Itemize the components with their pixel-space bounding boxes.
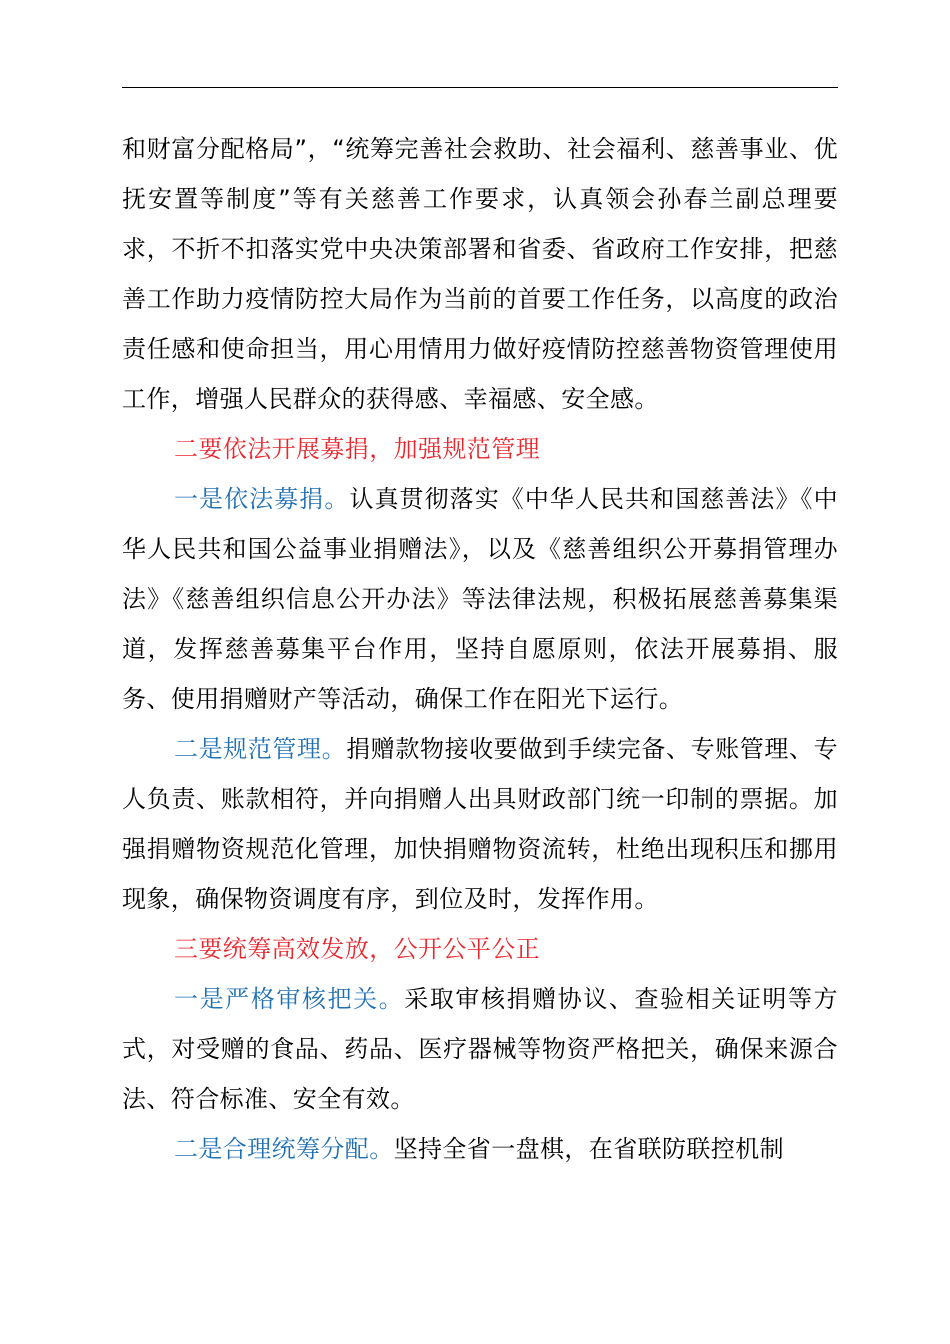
paragraph-text: 坚持全省一盘棋，在省联防联控机制	[393, 1135, 785, 1163]
paragraph-text: 认真贯彻落实《中华人民共和国慈善法》《中华人民共和国公益事业捐赠法》，以及《慈善组织公开募捐管理办法》《慈善组织信息公开办法》等法律法规，积极拓展慈善募集渠道，发挥慈善募集平台作用，坚持自愿原则，依法开展募捐、服务、使用捐赠财产等活动，确保工作在阳光下运行。	[122, 485, 838, 713]
paragraph-lawful-fundraising	[122, 474, 838, 724]
paragraph-lead: 二是合理统筹分配。	[174, 1135, 394, 1163]
header-rule	[122, 87, 838, 88]
paragraph-text: 捐赠款物接收要做到手续完备、专账管理、专人负责、账款相符，并向捐赠人出具财政部门统一印制的票据。加强捐赠物资规范化管理，加快捐赠物资流转，杜绝出现积压和挪用现象，确保物资调度有序，到位及时，发挥作用。	[122, 735, 838, 913]
section-heading-3: 三要统筹高效发放，公开公平公正	[174, 935, 540, 963]
paragraph-standard-management	[122, 724, 838, 924]
document-body	[122, 124, 838, 1174]
paragraph-allocation	[122, 1124, 838, 1174]
paragraph-lead: 一是严格审核把关。	[174, 985, 405, 1013]
paragraph-text: 采取审核捐赠协议、查验相关证明等方式，对受赠的食品、药品、医疗器械等物资严格把关，确保来源合法、符合标准、安全有效。	[122, 985, 838, 1113]
paragraph-lead: 二是规范管理。	[174, 735, 347, 763]
paragraph-strict-review	[122, 974, 838, 1124]
section-heading-2: 二要依法开展募捐，加强规范管理	[174, 435, 540, 463]
paragraph-lead: 一是依法募捐。	[174, 485, 350, 513]
paragraph-continued: 和财富分配格局”，“统筹完善社会救助、社会福利、慈善事业、优抚安置等制度”等有关慈善工作要求，认真领会孙春兰副总理要求，不折不扣落实党中央决策部署和省委、省政府工作安排，把慈善工作助力疫情防控大局作为当前的首要工作任务，以高度的政治责任感和使命担当，用心用情用力做好疫情防控慈善物资管理使用工作，增强人民群众的获得感、幸福感、安全感。	[122, 135, 838, 413]
